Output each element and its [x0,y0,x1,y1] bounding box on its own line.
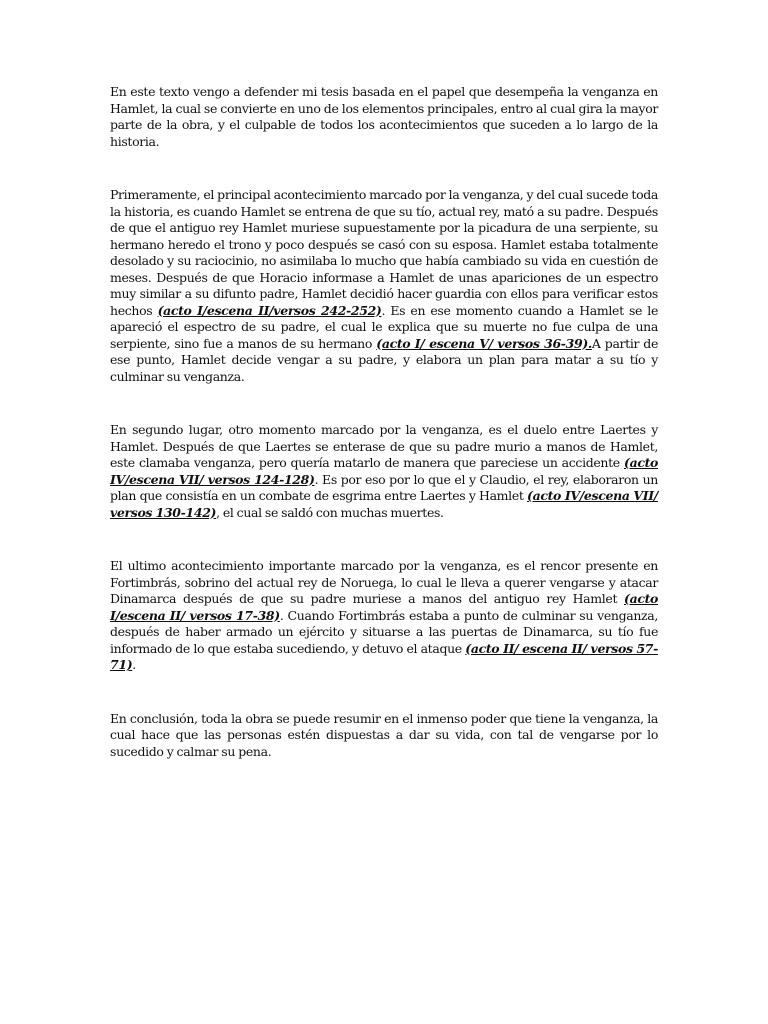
paragraph-text: El ultimo acontecimiento importante marcado por la venganza, es el rencor presente en Fortimbrás, sobrino del actual rey de Noruega, lo cual le lleva a querer vengarse y atacar Dinamarca después de que su padre muriese a manos del antiguo rey Hamlet [110,558,658,606]
citation-reference: (acto IV/escena VII/ versos 130-142) [110,488,658,520]
paragraph-text: . [132,657,136,672]
paragraph-fortinbras [110,558,658,674]
paragraph-text: . Es en ese momento cuando a Hamlet se le apareció el espectro de su padre, el cual le explica que su muerte no fue culpa de una serpiente, sino fue a manos de su hermano [110,302,658,351]
citation-reference: (acto IV/escena VII/ versos 124-128) [110,455,658,487]
citation-reference: (acto I/escena II/versos 242-252) [157,302,382,318]
paragraph-laertes-duel [110,422,658,521]
paragraph-text: En este texto vengo a defender mi tesis basada en el papel que desempeña la venganza en Hamlet, la cual se convierte en uno de los elementos principales, entro al cual gira la mayor parte de la obra, y el culpable de todos los acontecimientos que suceden a lo largo de la historia. [110,84,658,149]
paragraph-introduction [110,84,658,150]
citation-reference: (acto II/ escena II/ versos 57-71) [110,640,658,672]
paragraph-text: . Cuando Fortimbrás estaba a punto de culminar su venganza, después de haber armado un ejército y situarse a las puertas de Dinamarca, su tío fue informado de lo que estaba sucediendo, y detuvo el ataque [110,607,658,656]
paragraph-text: A partir de ese punto, Hamlet decide vengar a su padre, y elabora un plan para matar a su tío y culminar su venganza. [110,335,659,384]
document-page [110,84,658,760]
paragraph-text: Primeramente, el principal acontecimiento marcado por la venganza, y del cual sucede toda la historia, es cuando Hamlet se entrena de que su tío, actual rey, mató a su padre. Después de que el antiguo rey Hamlet muriese supuestamente por la picadura de una serpiente, su hermano heredo el trono y poco después se casó con su esposa. Hamlet estaba totalmente desolado y su raciocinio, no asimilaba lo mucho que había cambiado su vida en cuestión de meses. Después de que Horacio informase a Hamlet de unas apariciones de un espectro muy similar a su difunto padre, Hamlet decidió hacer guardia con ellos para verificar estos hechos [110,187,658,318]
paragraph-text: . Es por eso por lo que el y Claudio, el rey, elaboraron un plan que consistía en un combate de esgrima entre Laertes y Hamlet [110,471,658,503]
citation-reference: (acto I/ escena V/ versos 36-39). [376,335,592,351]
paragraph-text: En segundo lugar, otro momento marcado por la venganza, es el duelo entre Laertes y Hamlet. Después de que Laertes se enterase de que su padre murio a manos de Hamlet, este clamaba venganza, pero quería matarlo de manera que pareciese un accidente [110,422,658,470]
paragraph-conclusion [110,711,658,761]
citation-reference: (acto I/escena II/ versos 17-38) [110,591,658,623]
paragraph-text: , el cual se saldó con muchas muertes. [216,504,444,520]
paragraph-ghost-revelation [110,187,658,385]
paragraph-text: En conclusión, toda la obra se puede resumir en el inmenso poder que tiene la venganza, la cual hace que las personas estén dispuestas a dar su vida, con tal de vengarse por lo sucedido y calmar su pena. [110,710,658,759]
